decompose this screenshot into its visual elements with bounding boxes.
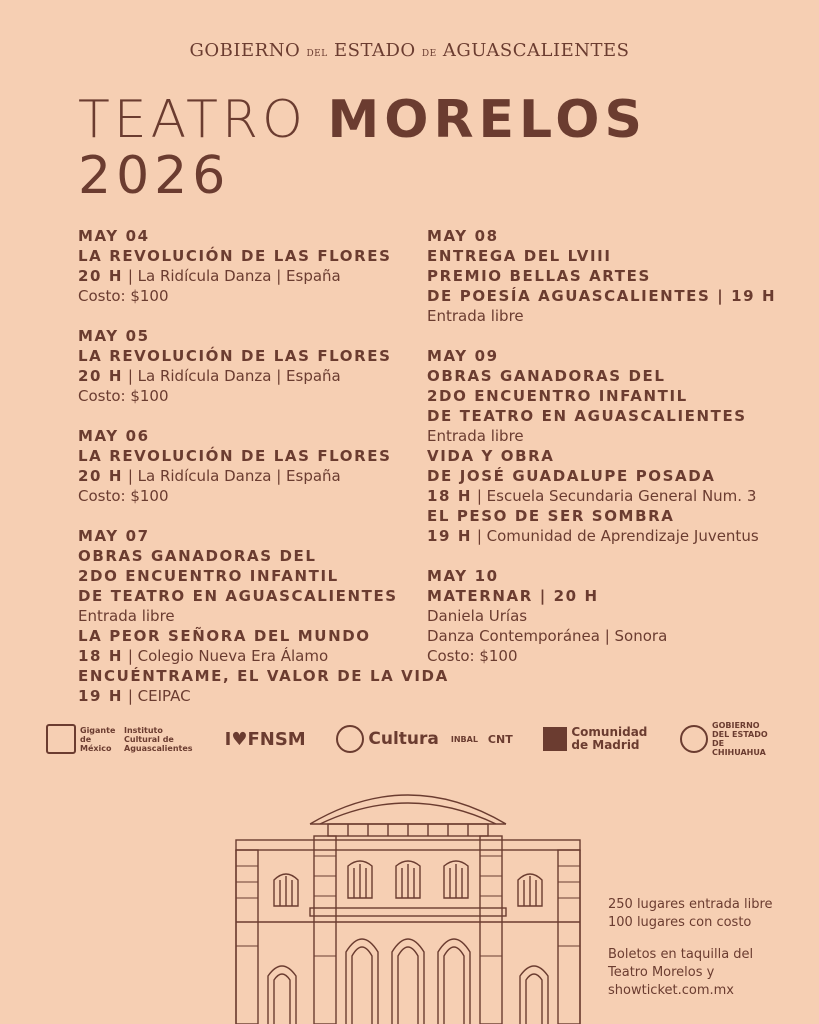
event-date: MAY 09: [427, 347, 499, 365]
event-date: MAY 08: [427, 227, 499, 245]
logo-text: Gigante de México: [80, 725, 116, 753]
logo-madrid: [543, 726, 649, 752]
event-detail: [78, 686, 418, 706]
event-date: MAY 05: [78, 327, 150, 345]
logo-text: Cultura: [368, 729, 439, 749]
gov-word-2: ESTADO: [333, 40, 416, 61]
event-date: MAY 04: [78, 227, 150, 245]
logo-fnsm: [225, 729, 306, 750]
event-may-09: [427, 346, 807, 546]
title-year: 2026: [78, 146, 231, 206]
event-artist: Daniela Urías: [427, 607, 528, 625]
event-hour: 20 H: [78, 267, 124, 285]
event-title: LA REVOLUCIÓN DE LAS FLORES: [78, 347, 392, 365]
info-link: showticket.com.mx: [608, 983, 735, 998]
event-title: LA PEOR SEÑORA DEL MUNDO: [78, 627, 371, 645]
event-hour: 19 H: [78, 687, 124, 705]
info-line: 100 lugares con costo: [608, 915, 752, 930]
event-venue: | Escuela Secundaria General Num. 3: [472, 487, 757, 505]
event-title: ENTREGA DEL LVIII: [427, 247, 612, 265]
event-title: 2DO ENCUENTRO INFANTIL: [427, 387, 688, 405]
event-entry: Entrada libre: [427, 427, 524, 445]
logo-chihuahua: [680, 721, 776, 757]
madrid-stars-icon: [543, 727, 567, 751]
event-title: DE TEATRO EN AGUASCALIENTES: [427, 407, 747, 425]
event-hour: 20 H: [78, 367, 124, 385]
event-title: DE TEATRO EN AGUASCALIENTES: [78, 587, 398, 605]
event-title: OBRAS GANADORAS DEL: [427, 367, 666, 385]
event-cost: Costo: $100: [78, 287, 169, 305]
logo-text: I♥FNSM: [224, 728, 306, 750]
event-title: ENCUÉNTRAME, EL VALOR DE LA VIDA: [78, 667, 449, 685]
event-hour: 18 H: [427, 487, 473, 505]
event-venue: | CEIPAC: [123, 687, 191, 705]
event-cost: Costo: $100: [78, 387, 169, 405]
event-title: VIDA Y OBRA: [427, 447, 555, 465]
logo-gigante-mexico: [46, 724, 194, 754]
event-title: EL PESO DE SER SOMBRA: [427, 507, 675, 525]
event-may-05: [78, 326, 418, 406]
logo-text: Instituto Cultural de Aguascalientes: [124, 725, 193, 753]
title-bold: MORELOS: [327, 90, 647, 150]
logo-text: GOBIERNO DEL ESTADO DE CHIHUAHUA: [712, 721, 768, 757]
sponsor-logos: [46, 722, 776, 756]
event-may-08: [427, 226, 807, 326]
event-detail: [427, 486, 807, 506]
shield-icon: [680, 725, 708, 753]
logo-cultura: [336, 725, 512, 753]
right-column: [427, 226, 807, 686]
event-detail: [78, 366, 418, 386]
event-cost: Costo: $100: [427, 647, 518, 665]
event-venue: | Colegio Nueva Era Álamo: [123, 647, 329, 665]
event-may-07: [78, 526, 449, 706]
event-hour: 18 H: [78, 647, 124, 665]
government-header: [0, 40, 819, 61]
title-light: TEATRO: [78, 90, 307, 150]
event-cost: Costo: $100: [78, 487, 169, 505]
seal-icon: [336, 725, 364, 753]
gigante-icon: [46, 724, 76, 754]
gov-word-1: GOBIERNO: [189, 40, 301, 61]
gov-word-del: DEL: [306, 49, 328, 59]
event-may-06: [78, 426, 418, 506]
event-detail: [427, 526, 807, 546]
info-line: Boletos en taquilla del: [608, 947, 754, 962]
event-date: MAY 10: [427, 567, 499, 585]
event-detail: [78, 266, 418, 286]
event-title: DE JOSÉ GUADALUPE POSADA: [427, 467, 716, 485]
gov-word-de: DE: [421, 49, 437, 59]
event-entry: Entrada libre: [427, 307, 524, 325]
event-title: MATERNAR | 20 H: [427, 587, 599, 605]
event-entry: Entrada libre: [78, 607, 175, 625]
event-title: LA REVOLUCIÓN DE LAS FLORES: [78, 447, 392, 465]
event-hour: 20 H: [78, 467, 124, 485]
event-hour: 19 H: [427, 527, 473, 545]
event-venue: | La Ridícula Danza | España: [123, 267, 341, 285]
left-column: [78, 226, 449, 726]
event-date: MAY 07: [78, 527, 150, 545]
event-venue: | La Ridícula Danza | España: [123, 467, 341, 485]
theater-building-illustration: [228, 786, 588, 1024]
event-genre: Danza Contemporánea | Sonora: [427, 627, 668, 645]
info-line: 250 lugares entrada libre: [608, 897, 773, 912]
ticket-info: [608, 896, 773, 1014]
info-line: Teatro Morelos y: [608, 965, 715, 980]
event-detail: [78, 466, 418, 486]
logo-text: INBAL: [450, 734, 478, 744]
event-venue: | La Ridícula Danza | España: [123, 367, 341, 385]
event-detail: [78, 646, 418, 666]
logo-text: Comunidad de Madrid: [571, 725, 648, 752]
event-may-04: [78, 226, 418, 306]
event-date: MAY 06: [78, 427, 150, 445]
logo-text: CNT: [487, 732, 513, 746]
event-title: PREMIO BELLAS ARTES: [427, 267, 651, 285]
event-title: DE POESÍA AGUASCALIENTES | 19 H: [427, 287, 777, 305]
event-may-10: [427, 566, 807, 666]
event-title: LA REVOLUCIÓN DE LAS FLORES: [78, 247, 392, 265]
event-title: OBRAS GANADORAS DEL: [78, 547, 317, 565]
gov-word-3: AGUASCALIENTES: [442, 40, 630, 61]
page-title: [78, 92, 647, 148]
event-venue: | Comunidad de Aprendizaje Juventus: [472, 527, 759, 545]
event-title: 2DO ENCUENTRO INFANTIL: [78, 567, 339, 585]
